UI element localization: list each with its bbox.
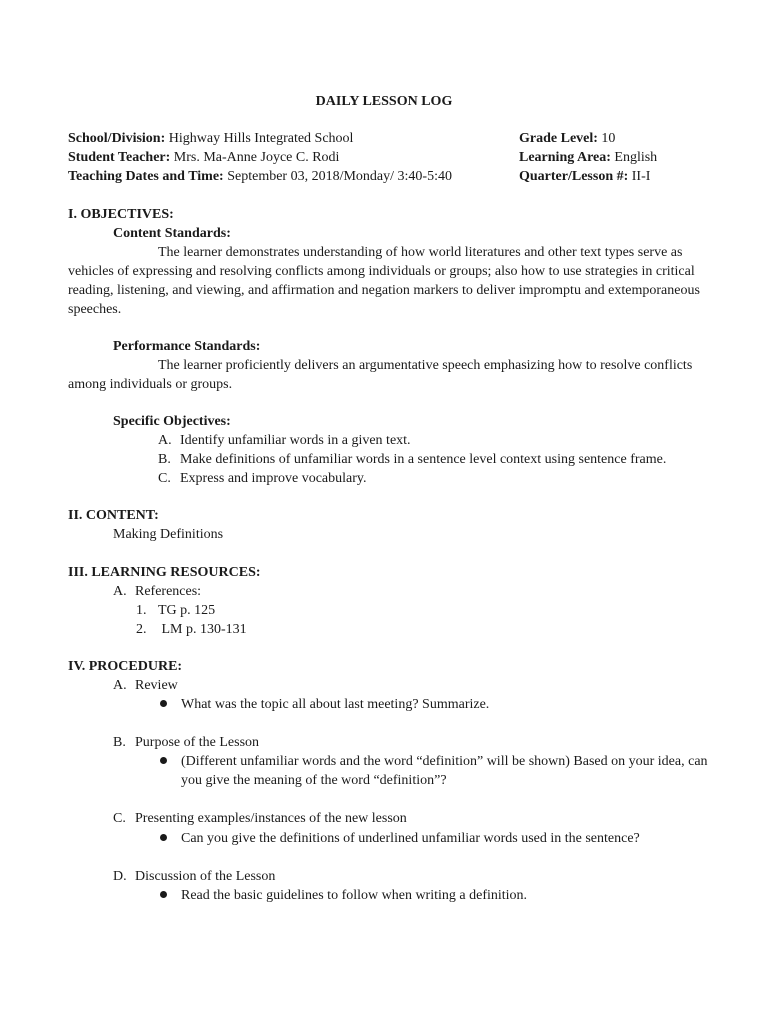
learning-area-row xyxy=(519,148,657,167)
bullet-text-continued: you give the meaning of the word “definition”? xyxy=(181,773,447,788)
objective-text: Express and improve vocabulary. xyxy=(180,471,367,486)
objective-text: Identify unfamiliar words in a given text. xyxy=(180,433,411,448)
grade-value: 10 xyxy=(597,131,616,146)
bullet-icon xyxy=(160,757,167,764)
references-marker: A. xyxy=(113,584,127,599)
step-title: Review xyxy=(135,678,178,693)
content-standards-text: The learner demonstrates understanding of how world literatures and other text types serve as vehicles of expressing and resolving conflicts among individuals or groups; also how to use strategies in critical reading, listening, and viewing, and affirmation and negation markers to deliver impromptu and extemporaneous speeches. xyxy=(68,245,700,317)
reference-item xyxy=(136,620,247,639)
objective-item xyxy=(158,450,666,469)
step-title: Discussion of the Lesson xyxy=(135,869,276,884)
teacher-value: Mrs. Ma-Anne Joyce C. Rodi xyxy=(170,150,340,165)
references-item xyxy=(113,582,201,601)
student-teacher-row xyxy=(68,148,339,167)
performance-standards-text: The learner proficiently delivers an argumentative speech emphasizing how to resolve conflicts among individuals or groups. xyxy=(68,358,693,392)
objective-text: Make definitions of unfamiliar words in a sentence level context using sentence frame. xyxy=(180,452,667,467)
step-marker: B. xyxy=(113,735,126,750)
area-label: Learning Area: xyxy=(519,150,611,165)
school-division-row xyxy=(68,129,353,148)
reference-marker: 1. xyxy=(136,603,147,618)
bullet-text: Read the basic guidelines to follow when writing a definition. xyxy=(181,888,528,903)
reference-text: TG p. 125 xyxy=(158,603,216,618)
objective-item xyxy=(158,431,411,450)
quarter-value: II-I xyxy=(628,169,651,184)
quarter-lesson-row xyxy=(519,167,650,186)
dates-value: September 03, 2018/Monday/ 3:40-5:40 xyxy=(223,169,452,184)
step-title: Purpose of the Lesson xyxy=(135,735,260,750)
performance-standards-label: Performance Standards: xyxy=(113,339,261,354)
reference-text: LM p. 130-131 xyxy=(158,622,247,637)
teaching-dates-row xyxy=(68,167,452,186)
page-title: DAILY LESSON LOG xyxy=(315,94,453,109)
objective-item xyxy=(158,469,366,488)
step-marker: C. xyxy=(113,811,126,826)
bullet-icon xyxy=(160,834,167,841)
grade-label: Grade Level: xyxy=(519,131,598,146)
objective-marker: C. xyxy=(158,471,171,486)
bullet-text: (Different unfamiliar words and the word “definition” will be shown) Based on your idea, can xyxy=(181,754,708,769)
bullet-text: What was the topic all about last meeting? Summarize. xyxy=(181,697,490,712)
objective-marker: B. xyxy=(158,452,171,467)
step-marker: A. xyxy=(113,678,127,693)
school-label: School/Division: xyxy=(68,131,166,146)
step-marker: D. xyxy=(113,869,127,884)
step-title: Presenting examples/instances of the new lesson xyxy=(135,811,407,826)
content-text: Making Definitions xyxy=(113,527,224,542)
school-value: Highway Hills Integrated School xyxy=(165,131,354,146)
grade-level-row xyxy=(519,129,615,148)
content-heading: II. CONTENT: xyxy=(68,508,159,523)
content-standards-label: Content Standards: xyxy=(113,226,231,241)
procedure-step xyxy=(113,733,259,752)
procedure-step xyxy=(113,867,275,886)
resources-heading: III. LEARNING RESOURCES: xyxy=(68,565,261,580)
procedure-heading: IV. PROCEDURE: xyxy=(68,659,183,674)
procedure-step xyxy=(113,676,178,695)
reference-item xyxy=(136,601,215,620)
teacher-label: Student Teacher: xyxy=(68,150,171,165)
specific-objectives-label: Specific Objectives: xyxy=(113,414,231,429)
bullet-icon xyxy=(160,700,167,707)
bullet-text: Can you give the definitions of underlined unfamiliar words used in the sentence? xyxy=(181,831,640,846)
area-value: English xyxy=(610,150,658,165)
objective-marker: A. xyxy=(158,433,172,448)
quarter-label: Quarter/Lesson #: xyxy=(519,169,629,184)
dates-label: Teaching Dates and Time: xyxy=(68,169,224,184)
objectives-heading: I. OBJECTIVES: xyxy=(68,207,174,222)
reference-marker: 2. xyxy=(136,622,147,637)
procedure-step xyxy=(113,809,407,828)
references-label: References: xyxy=(135,584,202,599)
bullet-icon xyxy=(160,891,167,898)
